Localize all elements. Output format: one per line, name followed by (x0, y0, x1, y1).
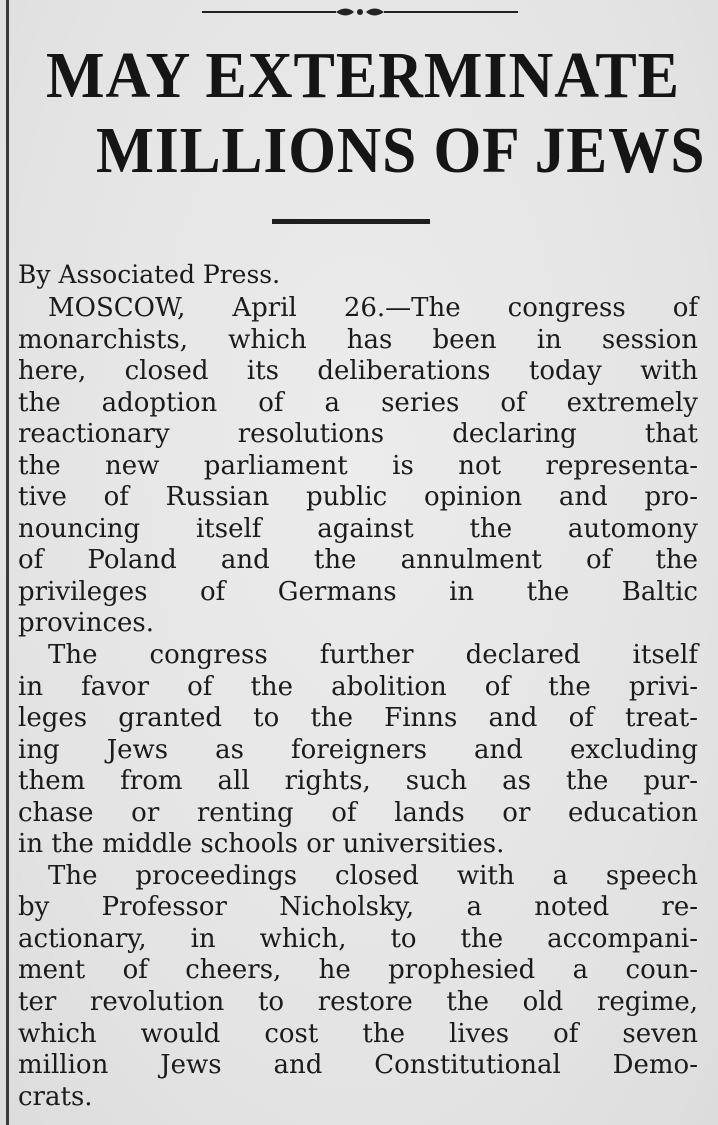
body-line: chase or renting of lands or education (18, 797, 698, 828)
body-line: actionary, in which, to the accompani- (18, 923, 698, 954)
body-line: ing Jews as foreigners and excluding (18, 734, 698, 765)
body-line: by Professor Nicholsky, a noted re- (18, 892, 698, 923)
body-line: ter revolution to restore the old regime, (18, 987, 698, 1018)
body-line: ment of cheers, he prophesied a coun- (18, 955, 698, 986)
ornament-line-left (202, 11, 328, 13)
body-line: which would cost the lives of seven (18, 1018, 698, 1049)
column-rule (6, 0, 9, 1125)
headline-line-1: MAY EXTERMINATE (45, 39, 680, 112)
body-line: crats. (18, 1081, 93, 1112)
body-line: in the middle schools or universities. (18, 829, 505, 860)
body-line: The proceedings closed with a speech (48, 860, 698, 891)
ornament-knot-icon (326, 5, 394, 19)
body-line: here, closed its deliberations today with (18, 356, 698, 387)
byline: By Associated Press. (18, 260, 281, 289)
ornament-line-right (392, 11, 518, 13)
body-line: MOSCOW, April 26.—The congress of (48, 293, 698, 323)
body-line: of Poland and the annulment of the (18, 545, 698, 576)
body-line: provinces. (18, 608, 155, 639)
headline-divider (272, 219, 430, 224)
body-line: tive of Russian public opinion and pro- (18, 482, 698, 513)
body-line: the new parliament is not representa- (18, 450, 698, 481)
article-body (18, 293, 698, 1113)
body-line: leges granted to the Finns and of treat- (18, 703, 698, 734)
body-line: in favor of the abolition of the privi- (18, 671, 698, 702)
body-line: reactionary resolutions declaring that (18, 419, 698, 450)
body-line: million Jews and Constitutional Demo- (18, 1050, 698, 1081)
body-line: privileges of Germans in the Baltic (18, 576, 698, 607)
body-line: The congress further declared itself (48, 640, 698, 671)
body-line: them from all rights, such as the pur- (18, 766, 698, 797)
body-line: monarchists, which has been in session (18, 324, 698, 355)
body-line: nouncing itself against the automony (18, 513, 698, 544)
ornamental-dash (202, 4, 518, 20)
headline-line-2: MILLIONS OF JEWS (96, 114, 706, 187)
body-line: the adoption of a series of extremely (18, 387, 698, 418)
